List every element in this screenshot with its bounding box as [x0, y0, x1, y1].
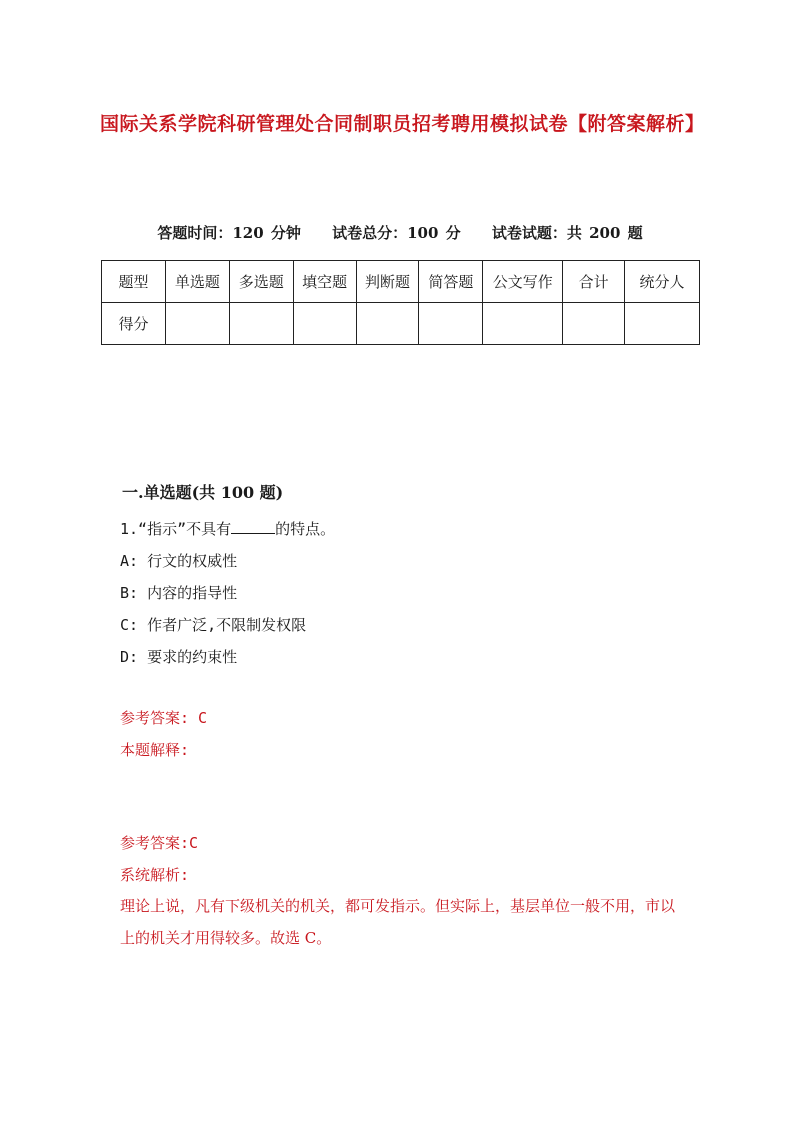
header-cell: 题型: [102, 261, 166, 303]
score-cell: [293, 303, 356, 345]
option-d: D: 要求的约束性: [120, 648, 238, 666]
question-stem-prefix: 1.“指示”不具有: [120, 520, 232, 538]
header-cell: 单选题: [165, 261, 229, 303]
score-table-score-row: [102, 303, 700, 345]
score-cell: [356, 303, 419, 345]
score-table: [101, 260, 700, 345]
reference-answer: 参考答案: C: [120, 709, 208, 727]
header-cell: 统分人: [625, 261, 700, 303]
header-cell: 多选题: [229, 261, 293, 303]
option-b: B: 内容的指导性: [120, 584, 238, 602]
option-a: A: 行文的权威性: [120, 552, 238, 570]
score-table-header-row: [102, 261, 700, 303]
document-title: 国际关系学院科研管理处合同制职员招考聘用模拟试卷【附答案解析】: [100, 113, 705, 135]
exam-meta: [100, 222, 700, 243]
header-cell: 合计: [563, 261, 625, 303]
header-cell: 判断题: [356, 261, 419, 303]
answer-blank: [231, 519, 275, 534]
reference-answer-2: 参考答案:C: [120, 834, 199, 852]
exam-question-count: 试卷试题：共 200 题: [491, 224, 643, 242]
analysis-text: 理论上说，凡有下级机关的机关，都可发指示。但实际上，基层单位一般不用，市以上的机关才用得较多。故选 C。: [120, 897, 676, 947]
option-c: C: 作者广泛,不限制发权限: [120, 616, 307, 634]
score-cell: [563, 303, 625, 345]
header-cell: 简答题: [419, 261, 483, 303]
answer-explanation-label: 本题解释:: [120, 741, 190, 759]
question-stem-suffix: 的特点。: [275, 520, 336, 538]
exam-time: 答题时间：120 分钟: [157, 224, 301, 242]
header-cell: 公文写作: [483, 261, 563, 303]
score-row-label: 得分: [102, 303, 166, 345]
section-title: 一.单选题(共 100 题): [122, 483, 284, 502]
score-cell: [229, 303, 293, 345]
question-stem: [120, 519, 335, 539]
score-cell: [625, 303, 700, 345]
header-cell: 填空题: [293, 261, 356, 303]
exam-total-score: 试卷总分：100 分: [332, 224, 461, 242]
score-cell: [419, 303, 483, 345]
score-cell: [165, 303, 229, 345]
system-analysis-label: 系统解析:: [120, 866, 190, 884]
score-cell: [483, 303, 563, 345]
